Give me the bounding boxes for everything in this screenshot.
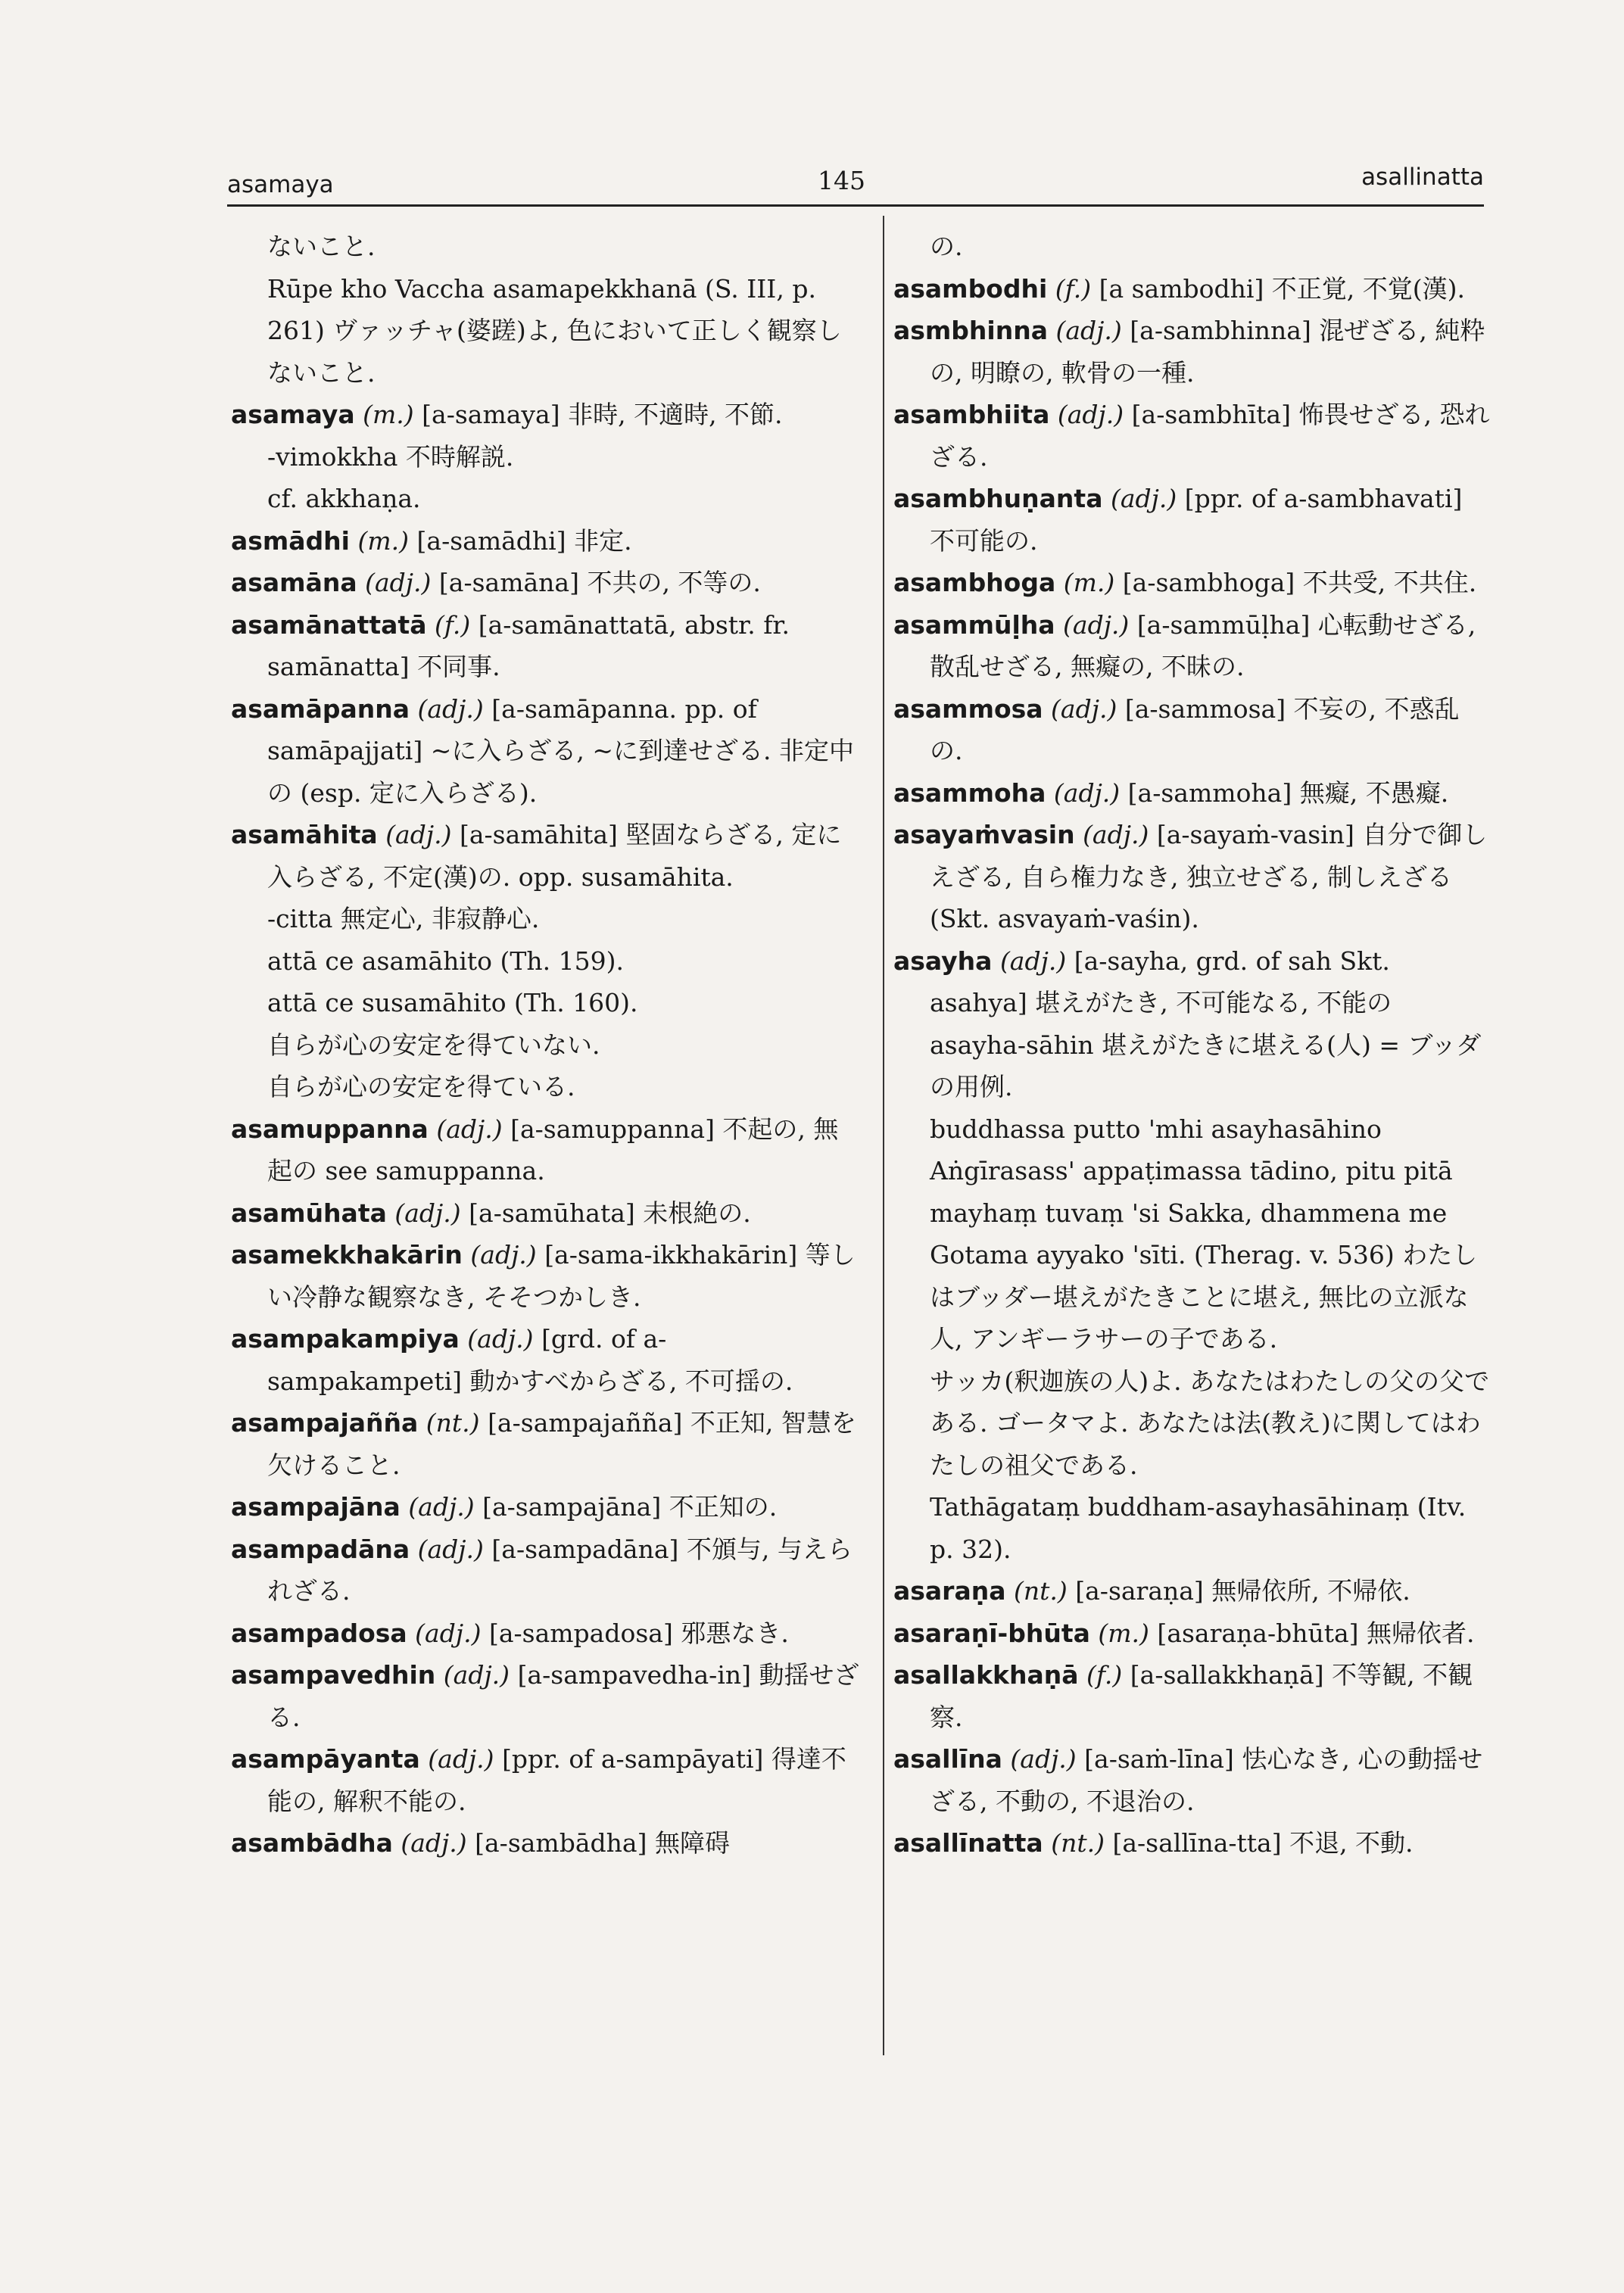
entry-grammar: (adj.) [470,1240,537,1270]
dictionary-entry [231,604,859,688]
dictionary-entry [893,604,1492,688]
dictionary-entry [893,394,1492,478]
entry-headword: asallakkhaṇā [893,1660,1079,1690]
dictionary-entry [893,1612,1492,1655]
entry-headword: asampāyanta [231,1744,420,1774]
entry-definition: [a-sambhinna] 混ぜざる, 純粋の, 明瞭の, 軟骨の一種. [930,316,1485,388]
dictionary-entry [893,1738,1492,1822]
dictionary-entry [231,520,859,562]
dictionary-entry [893,688,1492,772]
dictionary-entry [231,394,859,436]
entry-grammar: (adj.) [415,1618,482,1648]
entry-subline: Rūpe kho Vaccha asamapekkhanā (S. III, p. 261) ヴァッチャ(婆蹉)よ, 色において正しく観察しないこと. [267,273,842,388]
entry-grammar: (adj.) [999,946,1067,976]
entry-grammar: (m.) [1063,568,1115,597]
left-column [231,226,859,1865]
page-number: 145 [818,166,865,195]
dictionary-entry [893,814,1492,940]
entry-definition: [a-saṁ-līna] 怯心なき, 心の動揺せざる, 不動の, 不退治の. [930,1744,1483,1816]
entry-definition: [a-sama-ikkhakārin] 等しい冷静な観察なき, そそつかしき. [267,1240,856,1312]
entry-headword: asambhoga [893,568,1056,597]
dictionary-entry [893,478,1492,562]
entry-definition: [ppr. of a-sambhavati] 不可能の. [930,484,1463,556]
entry-headword: asampakampiya [231,1324,460,1354]
dictionary-entry [231,1738,859,1822]
entry-headword: asamekkhakārin [231,1240,463,1270]
entry-grammar: (adj.) [1110,484,1177,513]
entry-definition: [a-sampadosa] 邪悪なき. [488,1618,789,1648]
entry-subline: 自らが心の安定を得ている. [267,1072,575,1101]
entry-definition: [a-samānattatā, abstr. fr. samānatta] 不同事. [267,609,790,681]
entry-definition: [a-sampajāna] 不正知の. [482,1492,778,1522]
entry-grammar: (m.) [357,525,410,556]
entry-subline: サッカ(釈迦族の人)よ. あなたはわたしの父の父である. ゴータマよ. あなたは法(教え)に関してはわたしの祖父である. [930,1366,1490,1480]
entry-headword: asamuppanna [231,1114,429,1144]
dictionary-entry [893,940,1492,1108]
dictionary-entry [231,1612,859,1655]
entry-definition: [a-saraṇa] 無帰依所, 不帰依. [1075,1576,1410,1606]
dictionary-entry [231,1108,859,1192]
entry-definition: [a-sayha, grd. of sah Skt. asahya] 堪えがたき, 不可能なる, 不能の asayha-sāhin 堪えがたきに堪える(人) = ブッダの用例. [930,946,1482,1101]
entry-headword: asammoha [893,777,1046,808]
entry-subline: Tathāgataṃ buddham-asayhasāhinaṃ (Itv. p. 32). [930,1492,1467,1564]
entry-grammar: (adj.) [1053,777,1121,808]
dictionary-entry [231,814,859,898]
entry-definition: [a-samāpanna. pp. of samāpajjati] ~に入らざる, ~に到達せざる. 非定中の (esp. 定に入らざる). [267,693,854,808]
dictionary-entry [231,1234,859,1318]
dictionary-entry [231,1192,859,1235]
entry-headword: asmbhinna [893,316,1048,345]
dictionary-entry [893,310,1492,394]
dictionary-entry [231,562,859,604]
entry-definition: [a-sallakkhaṇā] 不等観, 不観察. [930,1660,1473,1732]
entry-headword: asampajāna [231,1492,401,1522]
entry-grammar: (adj.) [436,1114,503,1144]
entry-grammar: (adj.) [1057,400,1124,429]
entry-grammar: (adj.) [401,1828,467,1858]
dictionary-entry [231,1486,859,1528]
entry-grammar: (nt.) [425,1408,480,1438]
entry-definition: [a-samāhita] 堅固ならざる, 定に入らざる, 不定(漢)の. opp. susamāhita. [267,820,842,892]
dictionary-entry [231,688,859,815]
entry-headword: asamaya [231,400,355,429]
entry-definition: [a-samāna] 不共の, 不等の. [438,568,761,597]
entry-grammar: (f.) [1055,273,1092,304]
entry-headword: asambhuṇanta [893,484,1103,513]
entry-definition: [a-samūhata] 未根絶の. [469,1198,751,1228]
entry-headword: asammosa [893,693,1043,724]
entry-grammar: (adj.) [1051,693,1117,724]
entry-headword: asampadosa [231,1618,407,1648]
entry-definition: [a-sampavedha-in] 動揺せざる. [267,1660,859,1732]
entry-grammar: (adj.) [417,693,484,724]
entry-headword: asampavedhin [231,1660,436,1690]
entry-definition: [a-samaya] 非時, 不適時, 不節. [422,400,783,429]
right-guide-word: asallinatta [1361,164,1484,191]
entry-definition: [a-samādhi] 非定. [416,525,632,556]
entry-headword: asamāpanna [231,693,410,724]
entry-definition: [a-sampajañña] 不正知, 智慧を欠けること. [267,1408,856,1480]
entry-grammar: (m.) [1098,1618,1149,1648]
entry-definition: [a-sammoha] 無癡, 不愚癡. [1127,777,1449,808]
entry-grammar: (adj.) [385,820,452,849]
entry-definition: [asaraṇa-bhūta] 無帰依者. [1157,1618,1475,1648]
entry-headword: asambhiita [893,400,1050,429]
entry-definition: [a-samuppanna] 不起の, 無起の see samuppanna. [267,1114,839,1185]
left-guide-word: asamaya [227,171,334,198]
right-column [893,226,1492,1865]
dictionary-entry [893,268,1492,310]
entry-headword: asampadāna [231,1534,410,1564]
entry-definition: [a-sammosa] 不妄の, 不惑乱の. [930,693,1460,765]
entry-subline: buddhassa putto 'mhi asayhasāhino Aṅgīrasass' appaṭimassa tādino, pitu pitā mayhaṃ tuvaṃ 'si Sakka, dhammena me Gotama ayyako 'sīti. (Therag. v. 536) わたしはブッダー堪えがたきことに堪え, 無比の立派な人, アンギーラサーの子である. [930,1114,1478,1354]
entry-headword: asallīna [893,1744,1002,1774]
dictionary-entry [231,1654,859,1738]
entry-definition: [a-sambādha] 無障碍 [475,1828,730,1858]
entry-grammar: (m.) [363,400,414,429]
entry-headword: asallīnatta [893,1828,1043,1858]
entry-subline: -vimokkha 不時解説. [267,441,514,472]
entry-grammar: (f.) [434,609,471,640]
entry-headword: asayha [893,946,993,976]
entry-grammar: (adj.) [443,1660,510,1690]
entry-continuation: の. [930,232,963,261]
entry-subline: -citta 無定心, 非寂静心. [267,904,540,933]
entry-grammar: (adj.) [1010,1744,1077,1774]
column-divider [883,216,884,2055]
entry-grammar: (nt.) [1013,1576,1068,1606]
entry-grammar: (adj.) [1055,316,1122,345]
entry-grammar: (adj.) [417,1534,484,1564]
entry-grammar: (adj.) [1063,609,1130,640]
dictionary-entry [231,1528,859,1612]
entry-headword: asambādha [231,1828,393,1858]
entry-grammar: (adj.) [394,1198,461,1228]
entry-headword: asambodhi [893,273,1048,304]
entry-headword: asamāhita [231,820,378,849]
entry-subline: 自らが心の安定を得ていない. [267,1030,600,1060]
entry-headword: asammūḷha [893,609,1055,640]
entry-definition: [a-sambhīta] 怖畏せざる, 恐れざる. [930,400,1490,472]
dictionary-entry [893,772,1492,815]
dictionary-entry [893,1654,1492,1738]
entry-definition: [a-sammūḷha] 心転動せざる, 散乱せざる, 無癡の, 不昧の. [930,609,1476,681]
entry-subline: attā ce susamāhito (Th. 160). [267,988,638,1017]
entry-continuation: ないこと. [267,232,376,261]
entry-definition: [ppr. of a-sampāyati] 得達不能の, 解釈不能の. [267,1744,846,1816]
entry-headword: asaraṇa [893,1576,1006,1606]
dictionary-entry [893,562,1492,604]
entry-headword: asampajañña [231,1408,419,1438]
entry-headword: asamāna [231,568,357,597]
dictionary-entry [231,1822,859,1865]
entry-definition: [a-sallīna-tta] 不退, 不動. [1112,1828,1414,1858]
entry-headword: asamānattatā [231,609,427,640]
entry-grammar: (f.) [1086,1660,1123,1690]
entry-definition: [grd. of a-sampakampeti] 動かすべからざる, 不可揺の. [267,1324,793,1396]
entry-headword: asmādhi [231,525,350,556]
entry-subline: cf. akkhaṇa. [267,484,421,513]
entry-definition: [a-sayaṁ-vasin] 自分で御しえざる, 自ら権力なき, 独立せざる, 制しえざる (Skt. asvayaṁ-vaśin). [930,820,1488,933]
entry-grammar: (adj.) [1083,820,1149,849]
entry-subline: attā ce asamāhito (Th. 159). [267,946,625,976]
dictionary-entry [893,1570,1492,1612]
dictionary-entry [231,1318,859,1402]
entry-definition: [a-sambhoga] 不共受, 不共住. [1122,568,1477,597]
entry-definition: [a-sampadāna] 不頒与, 与えられざる. [267,1534,853,1606]
entry-grammar: (adj.) [408,1492,475,1522]
entry-headword: asamūhata [231,1198,387,1228]
dictionary-entry [231,1402,859,1486]
entry-grammar: (adj.) [365,568,432,597]
entry-headword: asaraṇī-bhūta [893,1618,1090,1648]
entry-headword: asayaṁvasin [893,820,1075,849]
entry-grammar: (adj.) [428,1744,494,1774]
entry-grammar: (nt.) [1051,1828,1105,1858]
running-head [227,151,1484,207]
entry-definition: [a sambodhi] 不正覚, 不覚(漢). [1099,273,1466,304]
entry-grammar: (adj.) [467,1324,534,1354]
dictionary-entry [893,1822,1492,1865]
